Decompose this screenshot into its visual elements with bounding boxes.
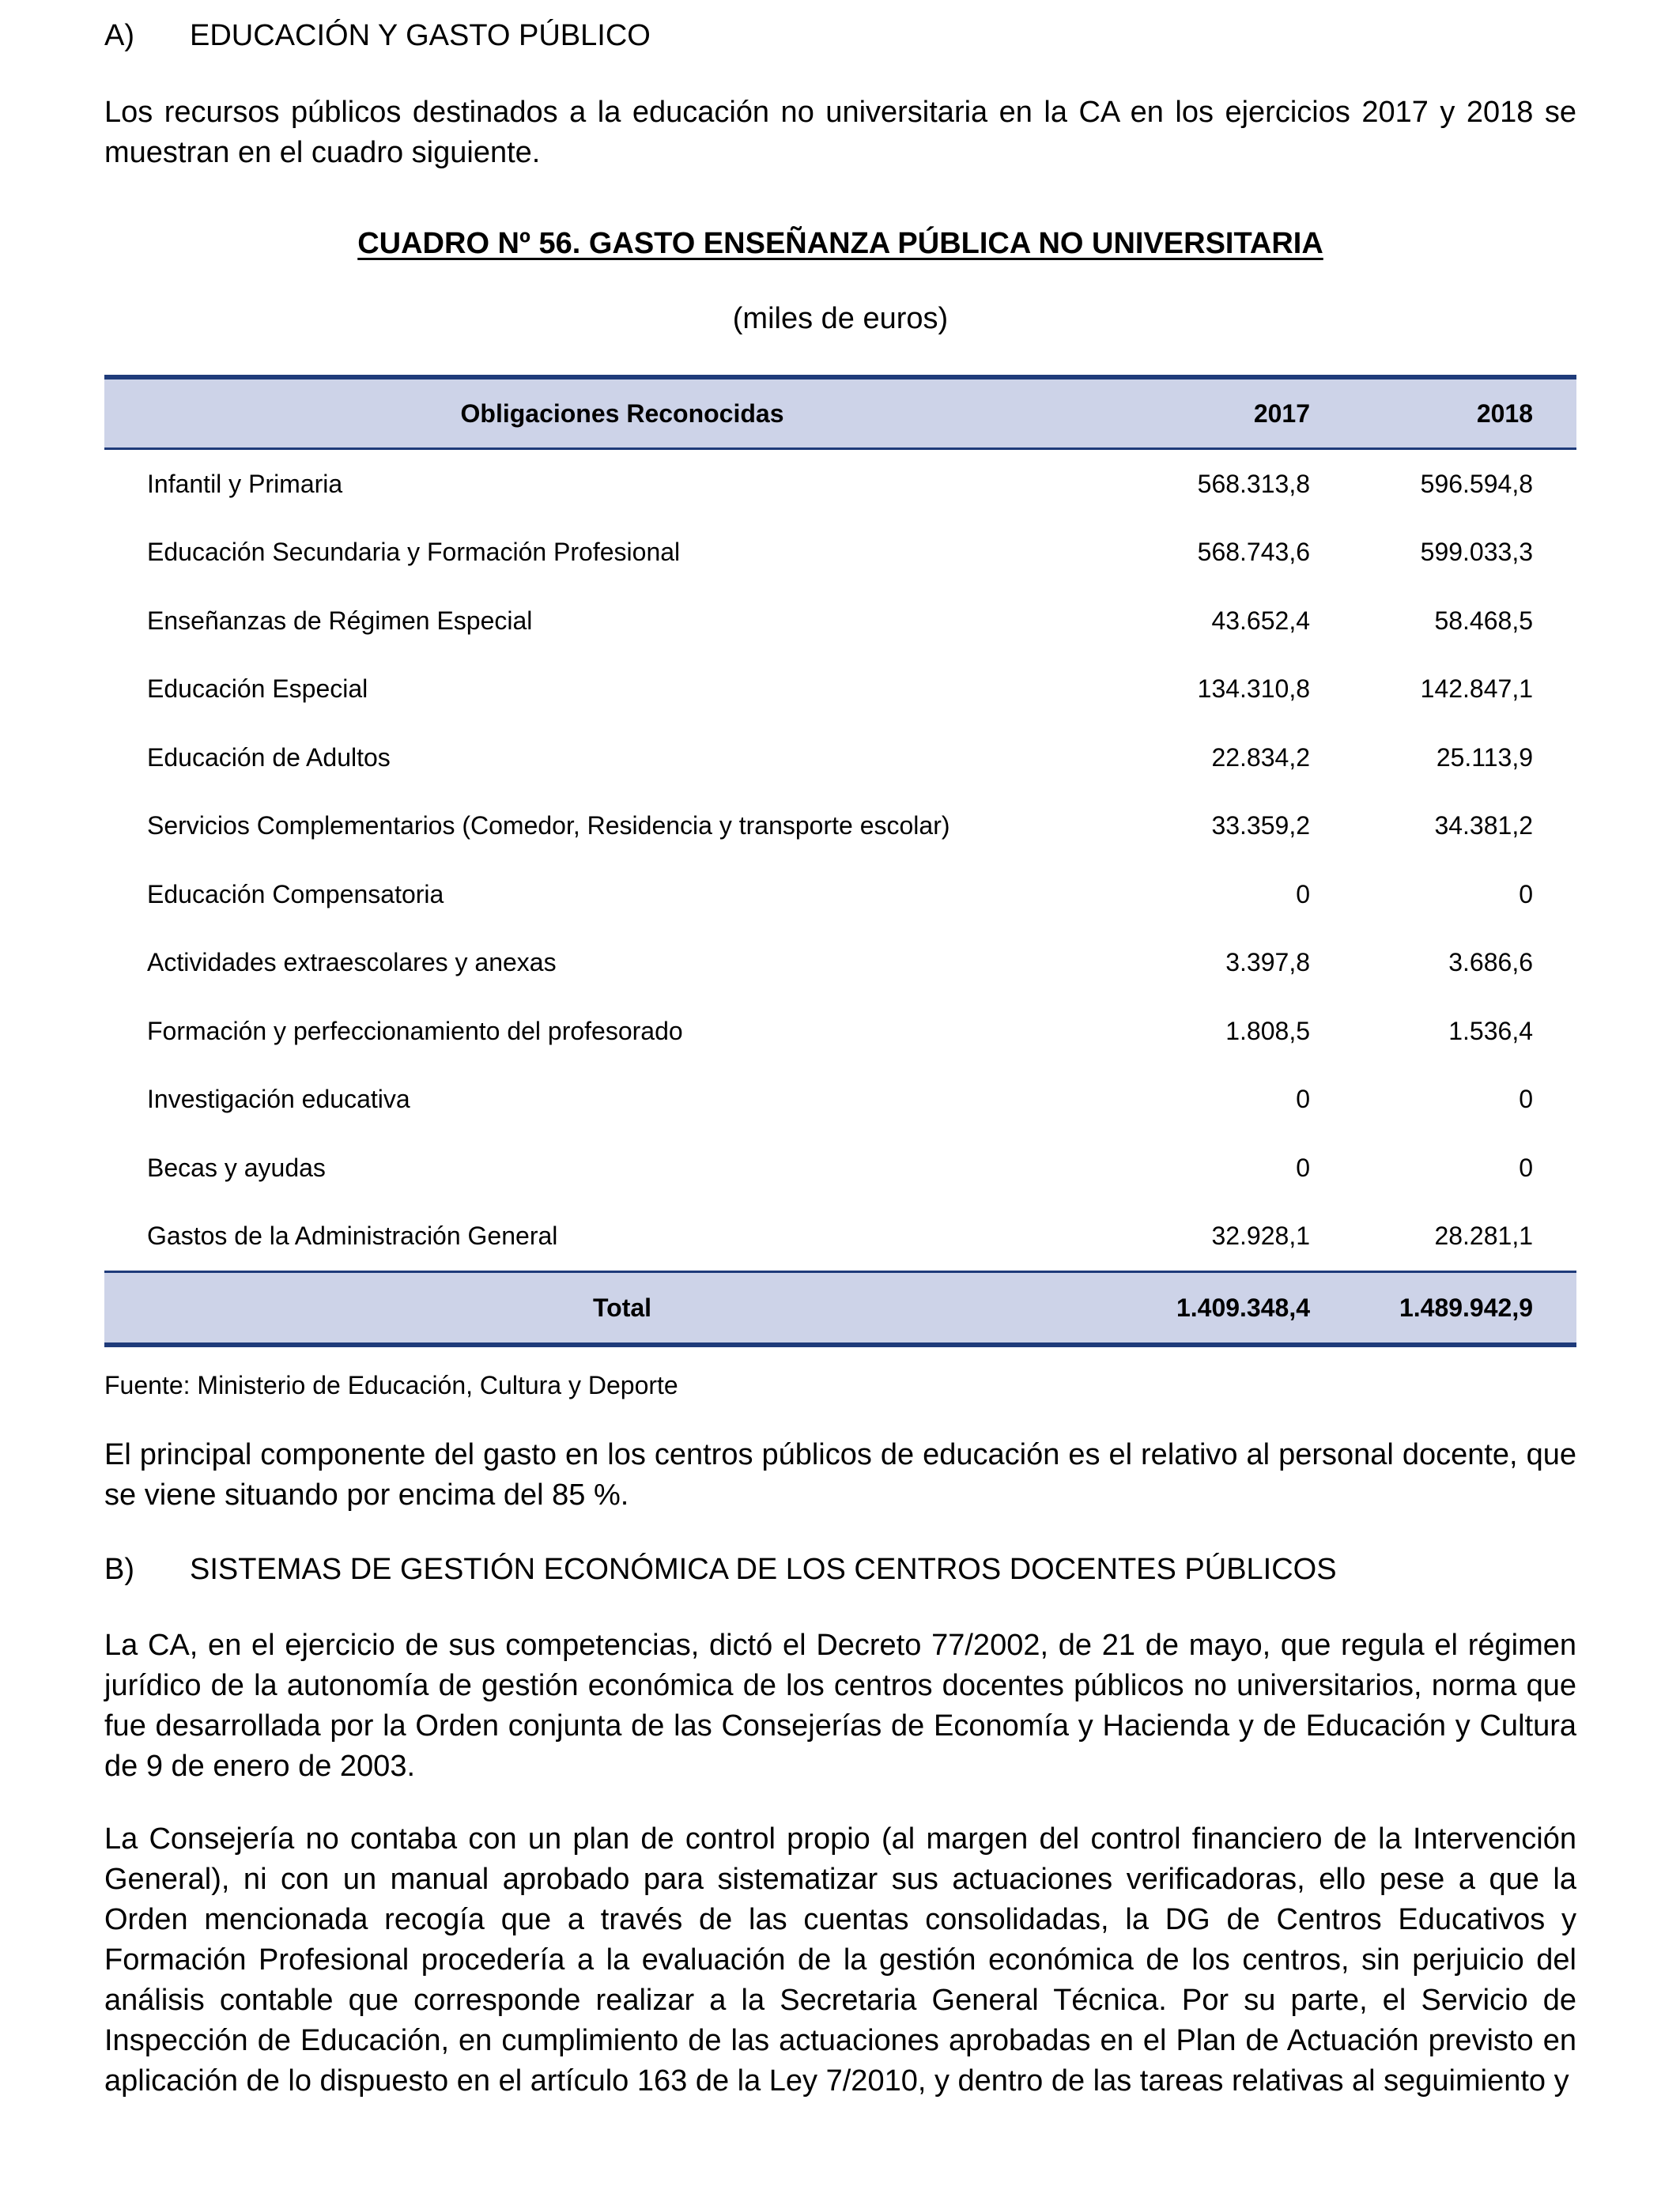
total-value-2017: 1.409.348,4 xyxy=(1176,1293,1310,1322)
row-value-2017: 3.397,8 xyxy=(1225,948,1310,977)
paragraph-b2: La Consejería no contaba con un plan de control propio (al margen del control financiero de la Intervención General), ni con un manual aprobado para sistematizar sus actuaciones verificadoras, ello pese a que la Orden mencionada recogía que a través de las cuentas consolidadas, la DG de Centros Educativos y Formación Profesional procedería a la evaluación de la gestión económica de los centros, sin perjuicio del análisis contable que corresponde realizar a la Secretaria General Técnica. Por su parte, el Servicio de Inspección de Educación, en cumplimiento de las actuaciones aprobadas en el Plan de Actuación previsto en aplicación de lo dispuesto en el artículo 163 de la Ley 7/2010, y dentro de las tareas relativas al seguimiento y xyxy=(104,1822,1576,2098)
section-b-heading xyxy=(104,1551,1337,1588)
section-a-heading xyxy=(104,17,651,54)
table-row xyxy=(104,1134,1576,1203)
row-label: Servicios Complementarios (Comedor, Residencia y transporte escolar) xyxy=(147,811,950,840)
table-header xyxy=(104,377,1576,449)
table-row xyxy=(104,929,1576,998)
row-value-2017: 43.652,4 xyxy=(1211,606,1310,635)
row-label: Educación de Adultos xyxy=(147,742,391,772)
table-row xyxy=(104,655,1576,724)
table-row xyxy=(104,1066,1576,1135)
row-label: Enseñanzas de Régimen Especial xyxy=(147,606,533,635)
table-row xyxy=(104,792,1576,861)
table-row xyxy=(104,449,1576,519)
header-obligaciones: Obligaciones Reconocidas xyxy=(460,398,784,428)
row-value-2017: 22.834,2 xyxy=(1211,742,1310,772)
row-label: Actividades extraescolares y anexas xyxy=(147,948,557,977)
total-value-2018: 1.489.942,9 xyxy=(1399,1293,1533,1322)
row-label: Infantil y Primaria xyxy=(147,469,343,498)
row-value-2017: 32.928,1 xyxy=(1211,1222,1310,1251)
header-2018: 2018 xyxy=(1476,398,1533,428)
table-body xyxy=(104,449,1576,1272)
row-value-2017: 1.808,5 xyxy=(1225,1016,1310,1045)
table-title-text: CUADRO Nº 56. GASTO ENSEÑANZA PÚBLICA NO UNIVERSITARIA xyxy=(357,227,1323,260)
table-row xyxy=(104,860,1576,929)
table-subtitle: (miles de euros) xyxy=(732,302,949,335)
row-label: Educación Compensatoria xyxy=(147,879,444,908)
row-value-2017: 33.359,2 xyxy=(1211,811,1310,840)
table-row xyxy=(104,587,1576,655)
section-a-letter: A) xyxy=(104,19,134,52)
table-header-row xyxy=(104,377,1576,449)
row-value-2018: 3.686,6 xyxy=(1448,948,1533,977)
row-label: Educación Especial xyxy=(147,674,368,704)
row-value-2018: 596.594,8 xyxy=(1420,469,1533,498)
row-value-2018: 1.536,4 xyxy=(1448,1016,1533,1045)
row-label: Investigación educativa xyxy=(147,1085,410,1114)
row-value-2017: 0 xyxy=(1296,1153,1310,1182)
row-label: Formación y perfeccionamiento del profesorado xyxy=(147,1016,683,1045)
row-value-2018: 142.847,1 xyxy=(1420,674,1533,704)
total-label: Total xyxy=(592,1293,652,1322)
table-row xyxy=(104,997,1576,1066)
table-title xyxy=(104,225,1576,262)
row-value-2017: 568.743,6 xyxy=(1197,538,1310,567)
row-label: Gastos de la Administración General xyxy=(147,1222,558,1251)
row-value-2018: 34.381,2 xyxy=(1434,811,1533,840)
row-value-2018: 0 xyxy=(1519,1153,1533,1182)
total-row xyxy=(104,1272,1576,1346)
row-value-2018: 25.113,9 xyxy=(1436,742,1533,772)
paragraph-b1: La CA, en el ejercicio de sus competencias, dictó el Decreto 77/2002, de 21 de mayo, que regula el régimen jurídico de la autonomía de gestión económica de los centros docentes públicos no universitarios, norma que fue desarrollada por la Orden conjunta de las Consejerías de Economía y Hacienda y de Educación y Cultura de 9 de enero de 2003. xyxy=(104,1629,1576,1783)
expense-table xyxy=(104,375,1576,1347)
table-footer xyxy=(104,1272,1576,1346)
row-label: Becas y ayudas xyxy=(147,1153,326,1182)
table-source: Fuente: Ministerio de Educación, Cultura y Deporte xyxy=(104,1371,678,1399)
section-b-letter: B) xyxy=(104,1553,134,1586)
paragraph-after-table: El principal componente del gasto en los centros públicos de educación es el relativo al personal docente, que se viene situando por encima del 85 %. xyxy=(104,1438,1576,1512)
intro-paragraph: Los recursos públicos destinados a la educación no universitaria en la CA en los ejercicios 2017 y 2018 se muestran en el cuadro siguiente. xyxy=(104,96,1576,169)
table-row xyxy=(104,723,1576,792)
row-value-2018: 0 xyxy=(1519,879,1533,908)
row-value-2017: 0 xyxy=(1296,879,1310,908)
row-label: Educación Secundaria y Formación Profesional xyxy=(147,538,681,567)
row-value-2018: 28.281,1 xyxy=(1434,1222,1533,1251)
row-value-2017: 568.313,8 xyxy=(1197,469,1310,498)
section-b-title: SISTEMAS DE GESTIÓN ECONÓMICA DE LOS CENTROS DOCENTES PÚBLICOS xyxy=(190,1553,1337,1586)
row-value-2018: 0 xyxy=(1519,1085,1533,1114)
row-value-2018: 58.468,5 xyxy=(1434,606,1533,635)
header-2017: 2017 xyxy=(1253,398,1310,428)
table-row xyxy=(104,1203,1576,1272)
table-row xyxy=(104,519,1576,587)
section-a-title: EDUCACIÓN Y GASTO PÚBLICO xyxy=(190,19,651,52)
row-value-2017: 0 xyxy=(1296,1085,1310,1114)
row-value-2017: 134.310,8 xyxy=(1197,674,1310,704)
row-value-2018: 599.033,3 xyxy=(1420,538,1533,567)
